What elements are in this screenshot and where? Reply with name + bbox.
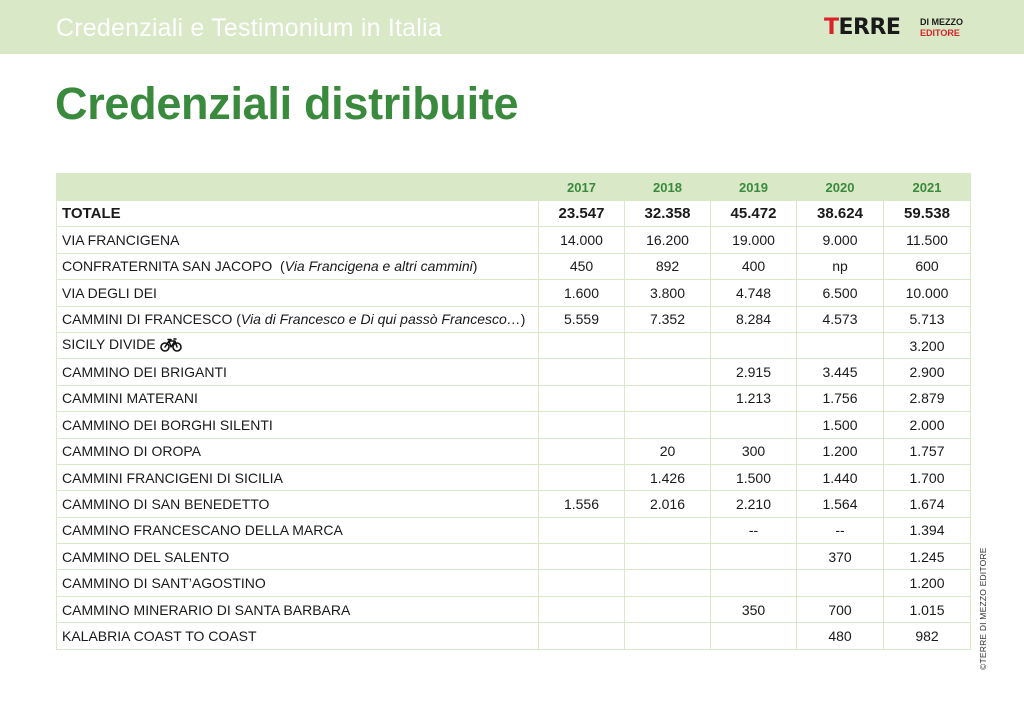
value-cell: 1.757 bbox=[884, 438, 971, 464]
value-cell bbox=[711, 412, 797, 438]
value-cell bbox=[539, 596, 625, 622]
value-cell: 14.000 bbox=[539, 227, 625, 253]
table-row bbox=[57, 412, 971, 438]
value-cell bbox=[625, 596, 711, 622]
value-cell bbox=[539, 464, 625, 490]
table-header-row bbox=[57, 174, 971, 201]
value-cell bbox=[625, 359, 711, 385]
table-row bbox=[57, 306, 971, 332]
value-cell bbox=[797, 332, 884, 358]
value-cell: 1.700 bbox=[884, 464, 971, 490]
value-cell: 1.015 bbox=[884, 596, 971, 622]
value-cell: 370 bbox=[797, 544, 884, 570]
logo-subtitle-1: DI MEZZO bbox=[920, 17, 963, 27]
route-name: CAMMINO DI OROPA bbox=[62, 443, 201, 460]
value-cell: -- bbox=[797, 517, 884, 543]
value-cell: 19.000 bbox=[711, 227, 797, 253]
route-name: CAMMINO DEL SALENTO bbox=[62, 548, 230, 565]
value-cell: 1.200 bbox=[884, 570, 971, 596]
table-row bbox=[57, 332, 971, 358]
value-cell: 450 bbox=[539, 253, 625, 279]
value-cell: 1.245 bbox=[884, 544, 971, 570]
table-row bbox=[57, 280, 971, 306]
route-name: CAMMINO DEI BRIGANTI bbox=[62, 364, 227, 381]
value-cell: 1.564 bbox=[797, 491, 884, 517]
route-name: CAMMINO DI SAN BENEDETTO bbox=[62, 495, 270, 512]
value-cell: 1.756 bbox=[797, 385, 884, 411]
route-name: VIA DEGLI DEI bbox=[62, 284, 157, 301]
value-cell: 5.713 bbox=[884, 306, 971, 332]
value-cell: 2.016 bbox=[625, 491, 711, 517]
value-cell: 1.394 bbox=[884, 517, 971, 543]
value-cell bbox=[711, 570, 797, 596]
value-cell: 2.900 bbox=[884, 359, 971, 385]
route-name: CAMMINI DI FRANCESCO bbox=[62, 311, 233, 328]
value-cell: 1.674 bbox=[884, 491, 971, 517]
table-row bbox=[57, 253, 971, 279]
value-cell: 1.426 bbox=[625, 464, 711, 490]
route-name-cell bbox=[57, 332, 539, 358]
table-row bbox=[57, 385, 971, 411]
year-header: 2018 bbox=[625, 174, 711, 201]
route-name: CAMMINI FRANCIGENI DI SICILIA bbox=[62, 469, 283, 486]
value-cell: 2.210 bbox=[711, 491, 797, 517]
header-cell-name bbox=[57, 174, 539, 201]
value-cell bbox=[625, 332, 711, 358]
route-name-cell bbox=[57, 464, 539, 490]
table-row bbox=[57, 227, 971, 253]
table-row bbox=[57, 464, 971, 490]
value-cell bbox=[625, 412, 711, 438]
value-cell: 10.000 bbox=[884, 280, 971, 306]
value-cell: 2.915 bbox=[711, 359, 797, 385]
value-cell: 5.559 bbox=[539, 306, 625, 332]
value-cell: 600 bbox=[884, 253, 971, 279]
value-cell bbox=[539, 517, 625, 543]
value-cell: 1.600 bbox=[539, 280, 625, 306]
table-row bbox=[57, 623, 971, 649]
value-cell: 3.200 bbox=[884, 332, 971, 358]
value-cell bbox=[539, 385, 625, 411]
value-cell: 16.200 bbox=[625, 227, 711, 253]
value-cell: 7.352 bbox=[625, 306, 711, 332]
value-cell: 1.200 bbox=[797, 438, 884, 464]
copyright-notice: ©TERRE DI MEZZO EDITORE bbox=[978, 547, 988, 670]
route-name-cell: CONFRATERNITA SAN JACOPO (Via Francigena e altri cammini) bbox=[57, 253, 539, 279]
route-name: CAMMINO MINERARIO DI SANTA BARBARA bbox=[62, 601, 351, 618]
value-cell: 480 bbox=[797, 623, 884, 649]
value-cell bbox=[625, 385, 711, 411]
value-cell: 8.284 bbox=[711, 306, 797, 332]
year-header: 2021 bbox=[884, 174, 971, 201]
value-cell: np bbox=[797, 253, 884, 279]
total-label: TOTALE bbox=[57, 201, 539, 227]
page-title: Credenziali distribuite bbox=[55, 78, 519, 129]
credentials-table bbox=[56, 173, 971, 650]
total-value-cell: 38.624 bbox=[797, 201, 884, 227]
value-cell bbox=[539, 570, 625, 596]
route-name: SICILY DIVIDE bbox=[62, 336, 156, 353]
value-cell bbox=[539, 332, 625, 358]
total-row bbox=[57, 201, 971, 227]
value-cell: 892 bbox=[625, 253, 711, 279]
table-row bbox=[57, 544, 971, 570]
value-cell: -- bbox=[711, 517, 797, 543]
value-cell bbox=[539, 412, 625, 438]
route-name-cell bbox=[57, 491, 539, 517]
route-name: CAMMINO DI SANT’AGOSTINO bbox=[62, 575, 266, 592]
route-name-cell bbox=[57, 412, 539, 438]
route-name: VIA FRANCIGENA bbox=[62, 232, 180, 249]
year-header: 2019 bbox=[711, 174, 797, 201]
route-name-cell bbox=[57, 280, 539, 306]
value-cell: 982 bbox=[884, 623, 971, 649]
value-cell: 1.500 bbox=[797, 412, 884, 438]
value-cell: 700 bbox=[797, 596, 884, 622]
value-cell: 20 bbox=[625, 438, 711, 464]
value-cell: 1.213 bbox=[711, 385, 797, 411]
table-row bbox=[57, 359, 971, 385]
header-title: Credenziali e Testimonium in Italia bbox=[56, 14, 442, 42]
value-cell bbox=[539, 623, 625, 649]
year-header: 2017 bbox=[539, 174, 625, 201]
value-cell bbox=[625, 517, 711, 543]
route-name: CAMMINO DEI BORGHI SILENTI bbox=[62, 416, 273, 433]
logo-wordmark: TERRE bbox=[824, 15, 901, 40]
header-bar bbox=[0, 0, 1024, 54]
total-value-cell: 32.358 bbox=[625, 201, 711, 227]
route-name-cell bbox=[57, 438, 539, 464]
table-row bbox=[57, 570, 971, 596]
value-cell bbox=[711, 623, 797, 649]
logo-subtitle-2: EDITORE bbox=[920, 28, 960, 38]
route-name-cell: CAMMINI DI FRANCESCO (Via di Francesco e Di qui passò Francesco…) bbox=[57, 306, 539, 332]
route-name-cell bbox=[57, 596, 539, 622]
value-cell: 11.500 bbox=[884, 227, 971, 253]
value-cell: 3.445 bbox=[797, 359, 884, 385]
value-cell: 3.800 bbox=[625, 280, 711, 306]
route-name-cell bbox=[57, 623, 539, 649]
route-name-cell bbox=[57, 385, 539, 411]
route-name-cell bbox=[57, 359, 539, 385]
value-cell bbox=[539, 359, 625, 385]
value-cell bbox=[711, 544, 797, 570]
value-cell bbox=[539, 544, 625, 570]
table-row bbox=[57, 438, 971, 464]
table-row bbox=[57, 517, 971, 543]
value-cell: 4.748 bbox=[711, 280, 797, 306]
value-cell bbox=[797, 570, 884, 596]
value-cell: 9.000 bbox=[797, 227, 884, 253]
route-name-cell bbox=[57, 570, 539, 596]
route-name-cell bbox=[57, 517, 539, 543]
route-note: Via di Francesco e Di qui passò Francesco… bbox=[240, 311, 521, 328]
route-name-cell bbox=[57, 227, 539, 253]
bicycle-icon bbox=[160, 338, 182, 355]
route-name: CONFRATERNITA SAN JACOPO bbox=[62, 258, 273, 275]
value-cell: 1.440 bbox=[797, 464, 884, 490]
route-name: CAMMINO FRANCESCANO DELLA MARCA bbox=[62, 522, 343, 539]
total-value-cell: 59.538 bbox=[884, 201, 971, 227]
value-cell: 1.556 bbox=[539, 491, 625, 517]
route-name: KALABRIA COAST TO COAST bbox=[62, 627, 257, 644]
value-cell: 1.500 bbox=[711, 464, 797, 490]
route-name: CAMMINI MATERANI bbox=[62, 390, 198, 407]
value-cell: 2.879 bbox=[884, 385, 971, 411]
route-note: Via Francigena e altri cammini bbox=[284, 258, 473, 275]
value-cell: 400 bbox=[711, 253, 797, 279]
value-cell bbox=[539, 438, 625, 464]
route-name-cell bbox=[57, 544, 539, 570]
value-cell bbox=[625, 623, 711, 649]
value-cell bbox=[711, 332, 797, 358]
value-cell bbox=[625, 544, 711, 570]
value-cell: 350 bbox=[711, 596, 797, 622]
total-value-cell: 23.547 bbox=[539, 201, 625, 227]
total-value-cell: 45.472 bbox=[711, 201, 797, 227]
year-header: 2020 bbox=[797, 174, 884, 201]
value-cell: 4.573 bbox=[797, 306, 884, 332]
value-cell bbox=[625, 570, 711, 596]
table-row bbox=[57, 491, 971, 517]
value-cell: 300 bbox=[711, 438, 797, 464]
publisher-logo[interactable] bbox=[824, 16, 974, 42]
value-cell: 6.500 bbox=[797, 280, 884, 306]
table-row bbox=[57, 596, 971, 622]
value-cell: 2.000 bbox=[884, 412, 971, 438]
